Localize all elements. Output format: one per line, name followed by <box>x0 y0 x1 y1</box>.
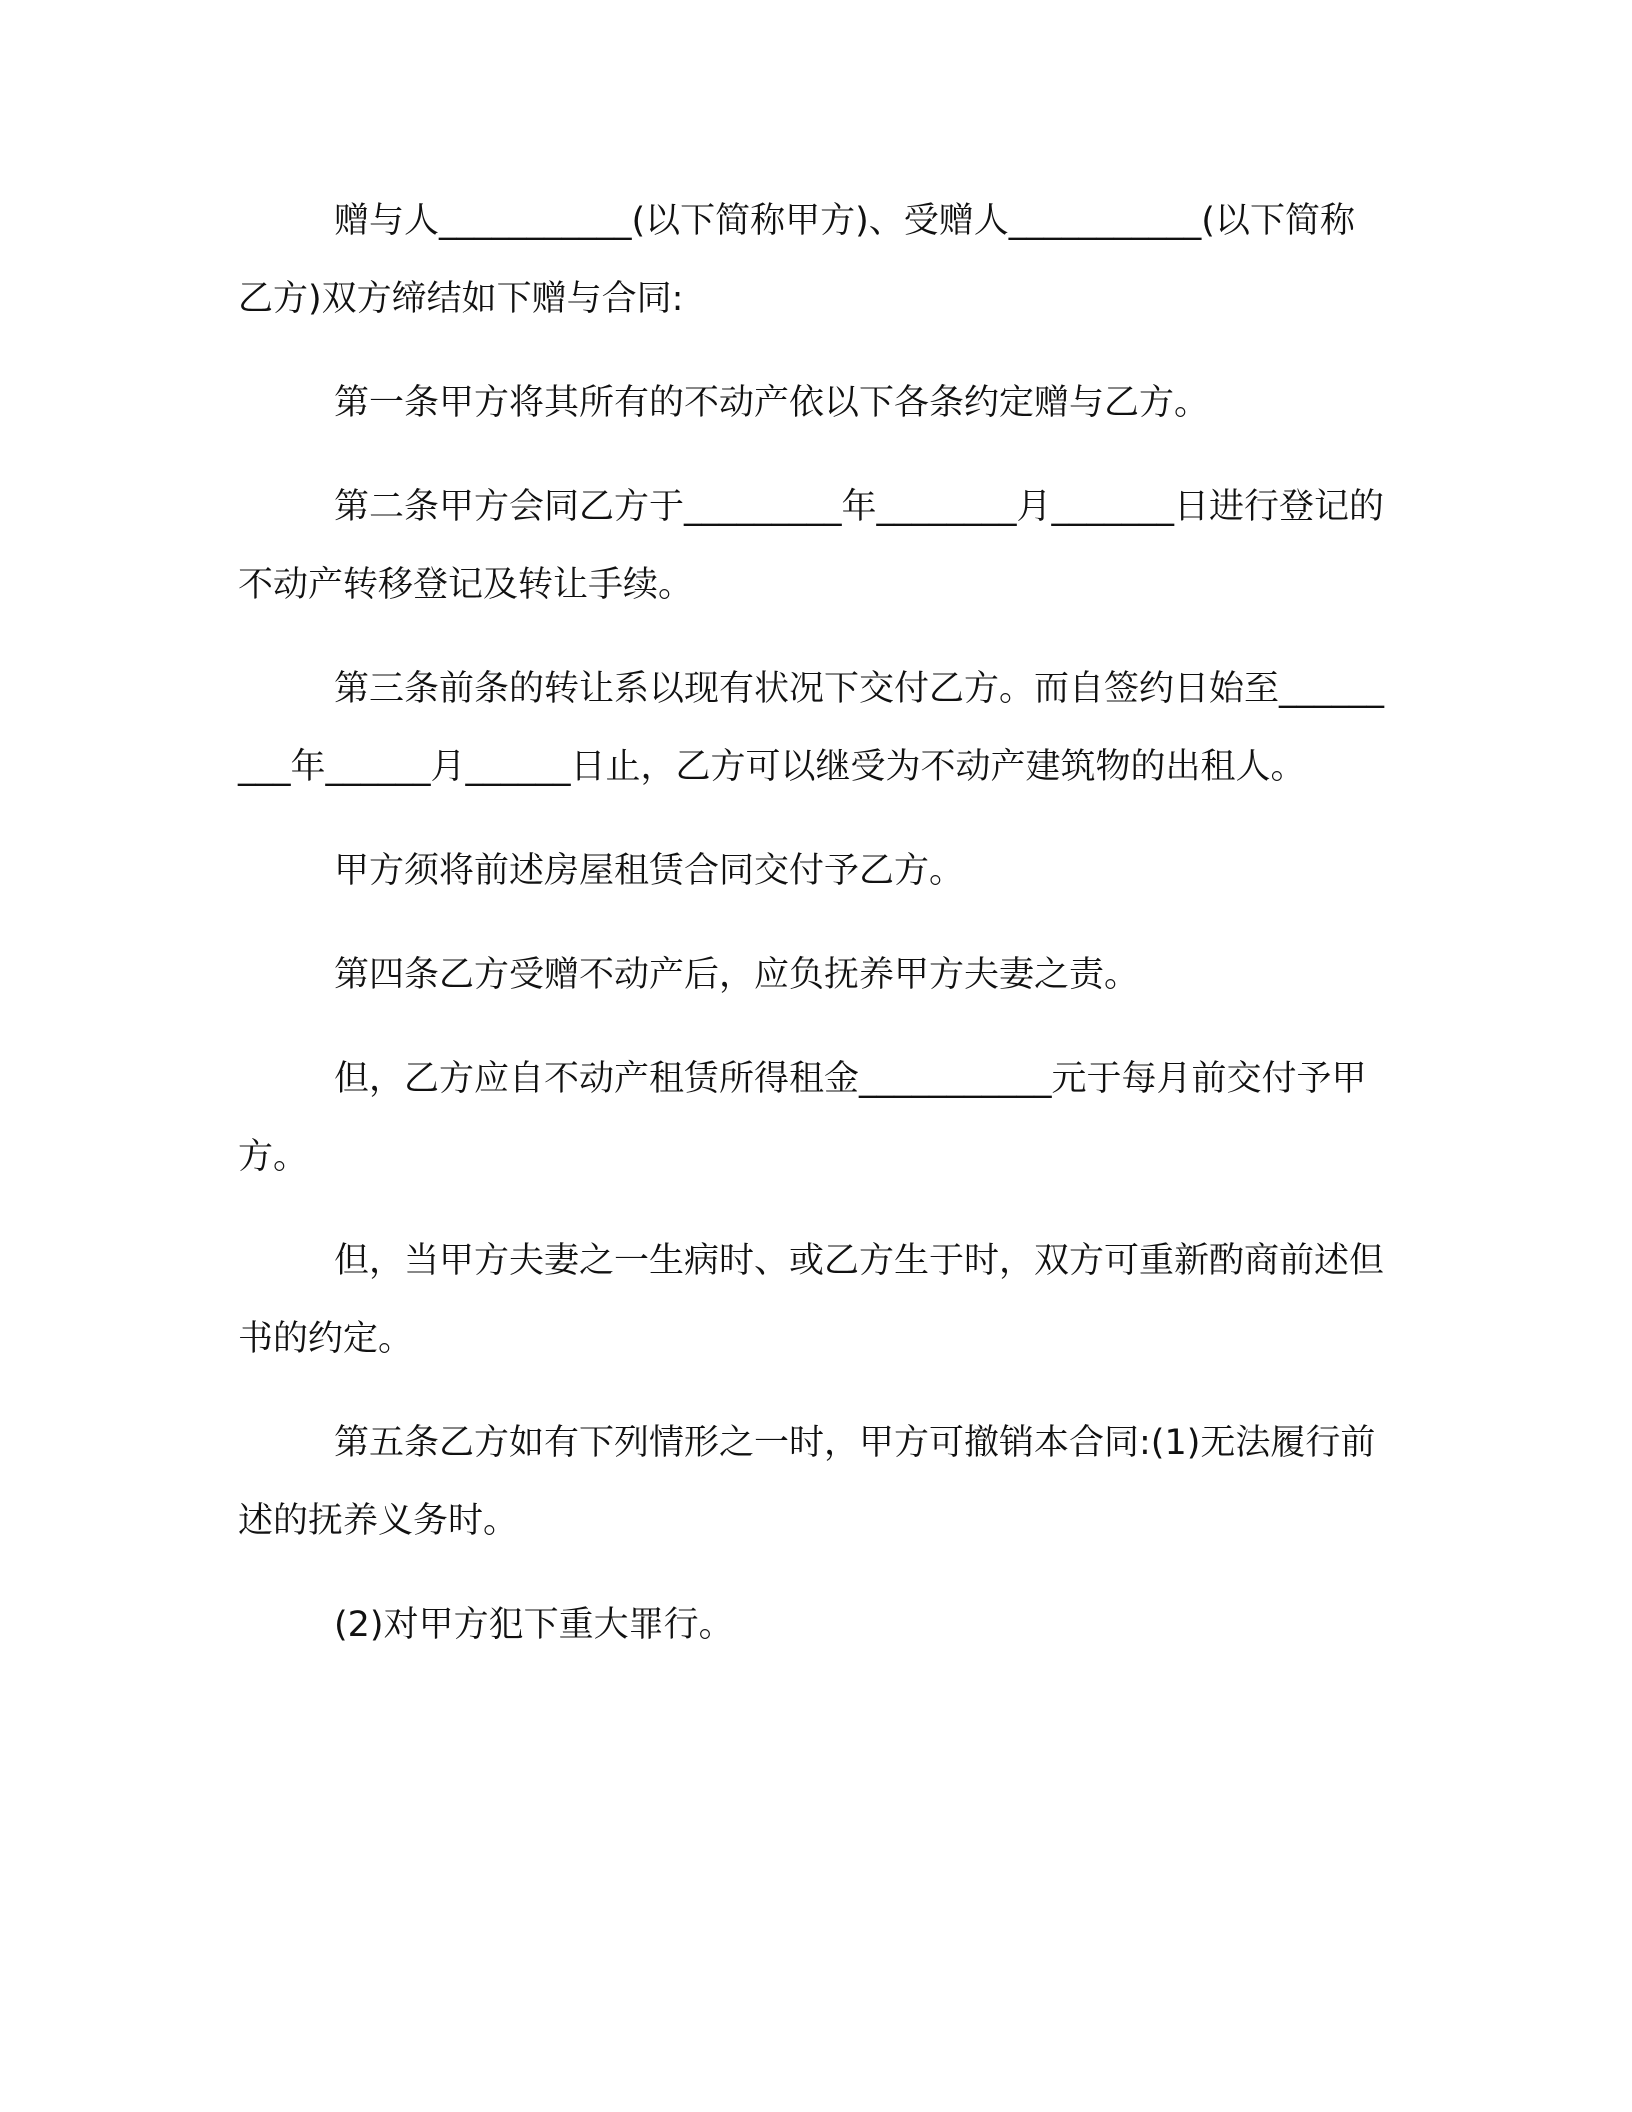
paragraph-article-5-item-2: (2)对甲方犯下重大罪行。 <box>334 1605 734 1645</box>
paragraph-article-4: 第四条乙方受赠不动产后，应负抚养甲方夫妻之责。 <box>334 955 1140 995</box>
contract-body <box>238 182 1388 1690</box>
paragraph-article-2: 第二条甲方会同乙方于_________年________月_______日进行登记的不动产转移登记及转让手续。 <box>238 487 1385 605</box>
paragraph-lease-handover: 甲方须将前述房屋租赁合同交付予乙方。 <box>334 851 965 891</box>
paragraph-article-5: 第五条乙方如有下列情形之一时，甲方可撤销本合同:(1)无法履行前述的抚养义务时。 <box>238 1423 1376 1541</box>
paragraph-article-3: 第三条前条的转让系以现有状况下交付乙方。而自签约日始至_________年______月______日止，乙方可以继受为不动产建筑物的出租人。 <box>238 669 1385 787</box>
paragraph-parties: 赠与人___________(以下简称甲方)、受赠人___________(以下简称乙方)双方缔结如下赠与合同: <box>238 201 1355 319</box>
paragraph-article-1: 第一条甲方将其所有的不动产依以下各条约定赠与乙方。 <box>334 383 1210 423</box>
paragraph-renegotiation: 但，当甲方夫妻之一生病时、或乙方生于时，双方可重新酌商前述但书的约定。 <box>238 1241 1385 1359</box>
paragraph-rent-payment: 但，乙方应自不动产租赁所得租金___________元于每月前交付予甲方。 <box>238 1059 1367 1177</box>
